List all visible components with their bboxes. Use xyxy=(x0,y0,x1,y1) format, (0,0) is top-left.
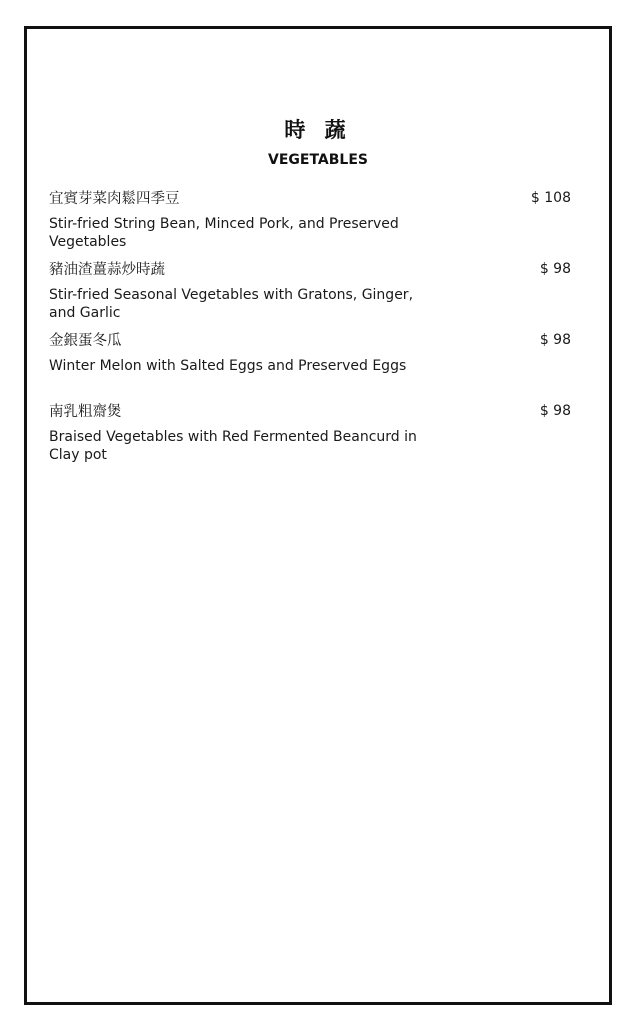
menu-page-frame xyxy=(24,26,612,1005)
section-title-chinese: 時 蔬 xyxy=(284,118,352,142)
item-name-chinese: 南乳粗齋煲 xyxy=(49,404,122,420)
menu-item xyxy=(49,402,571,464)
item-name-english: Braised Vegetables with Red Fermented Beancurd in Clay pot xyxy=(49,429,417,463)
item-name-english: Stir-fried Seasonal Vegetables with Gratons, Ginger, and Garlic xyxy=(49,287,414,321)
menu-item xyxy=(49,189,571,251)
item-price: $ 98 xyxy=(539,261,571,277)
item-price: $ 98 xyxy=(539,403,571,419)
section-title-english: VEGETABLES xyxy=(268,152,368,168)
menu-item xyxy=(49,260,571,322)
item-name-chinese: 金銀蛋冬瓜 xyxy=(49,333,122,349)
item-name-english: Winter Melon with Salted Eggs and Preserved Eggs xyxy=(49,358,407,374)
item-name-chinese: 豬油渣薑蒜炒時蔬 xyxy=(49,262,165,278)
item-name-english: Stir-fried String Bean, Minced Pork, and Preserved Vegetables xyxy=(49,216,399,250)
section-header xyxy=(27,117,609,169)
item-price: $ 98 xyxy=(539,332,571,348)
item-price: $ 108 xyxy=(530,190,571,206)
menu-item xyxy=(49,331,571,375)
item-name-chinese: 宜賓芽菜肉鬆四季豆 xyxy=(49,191,180,207)
